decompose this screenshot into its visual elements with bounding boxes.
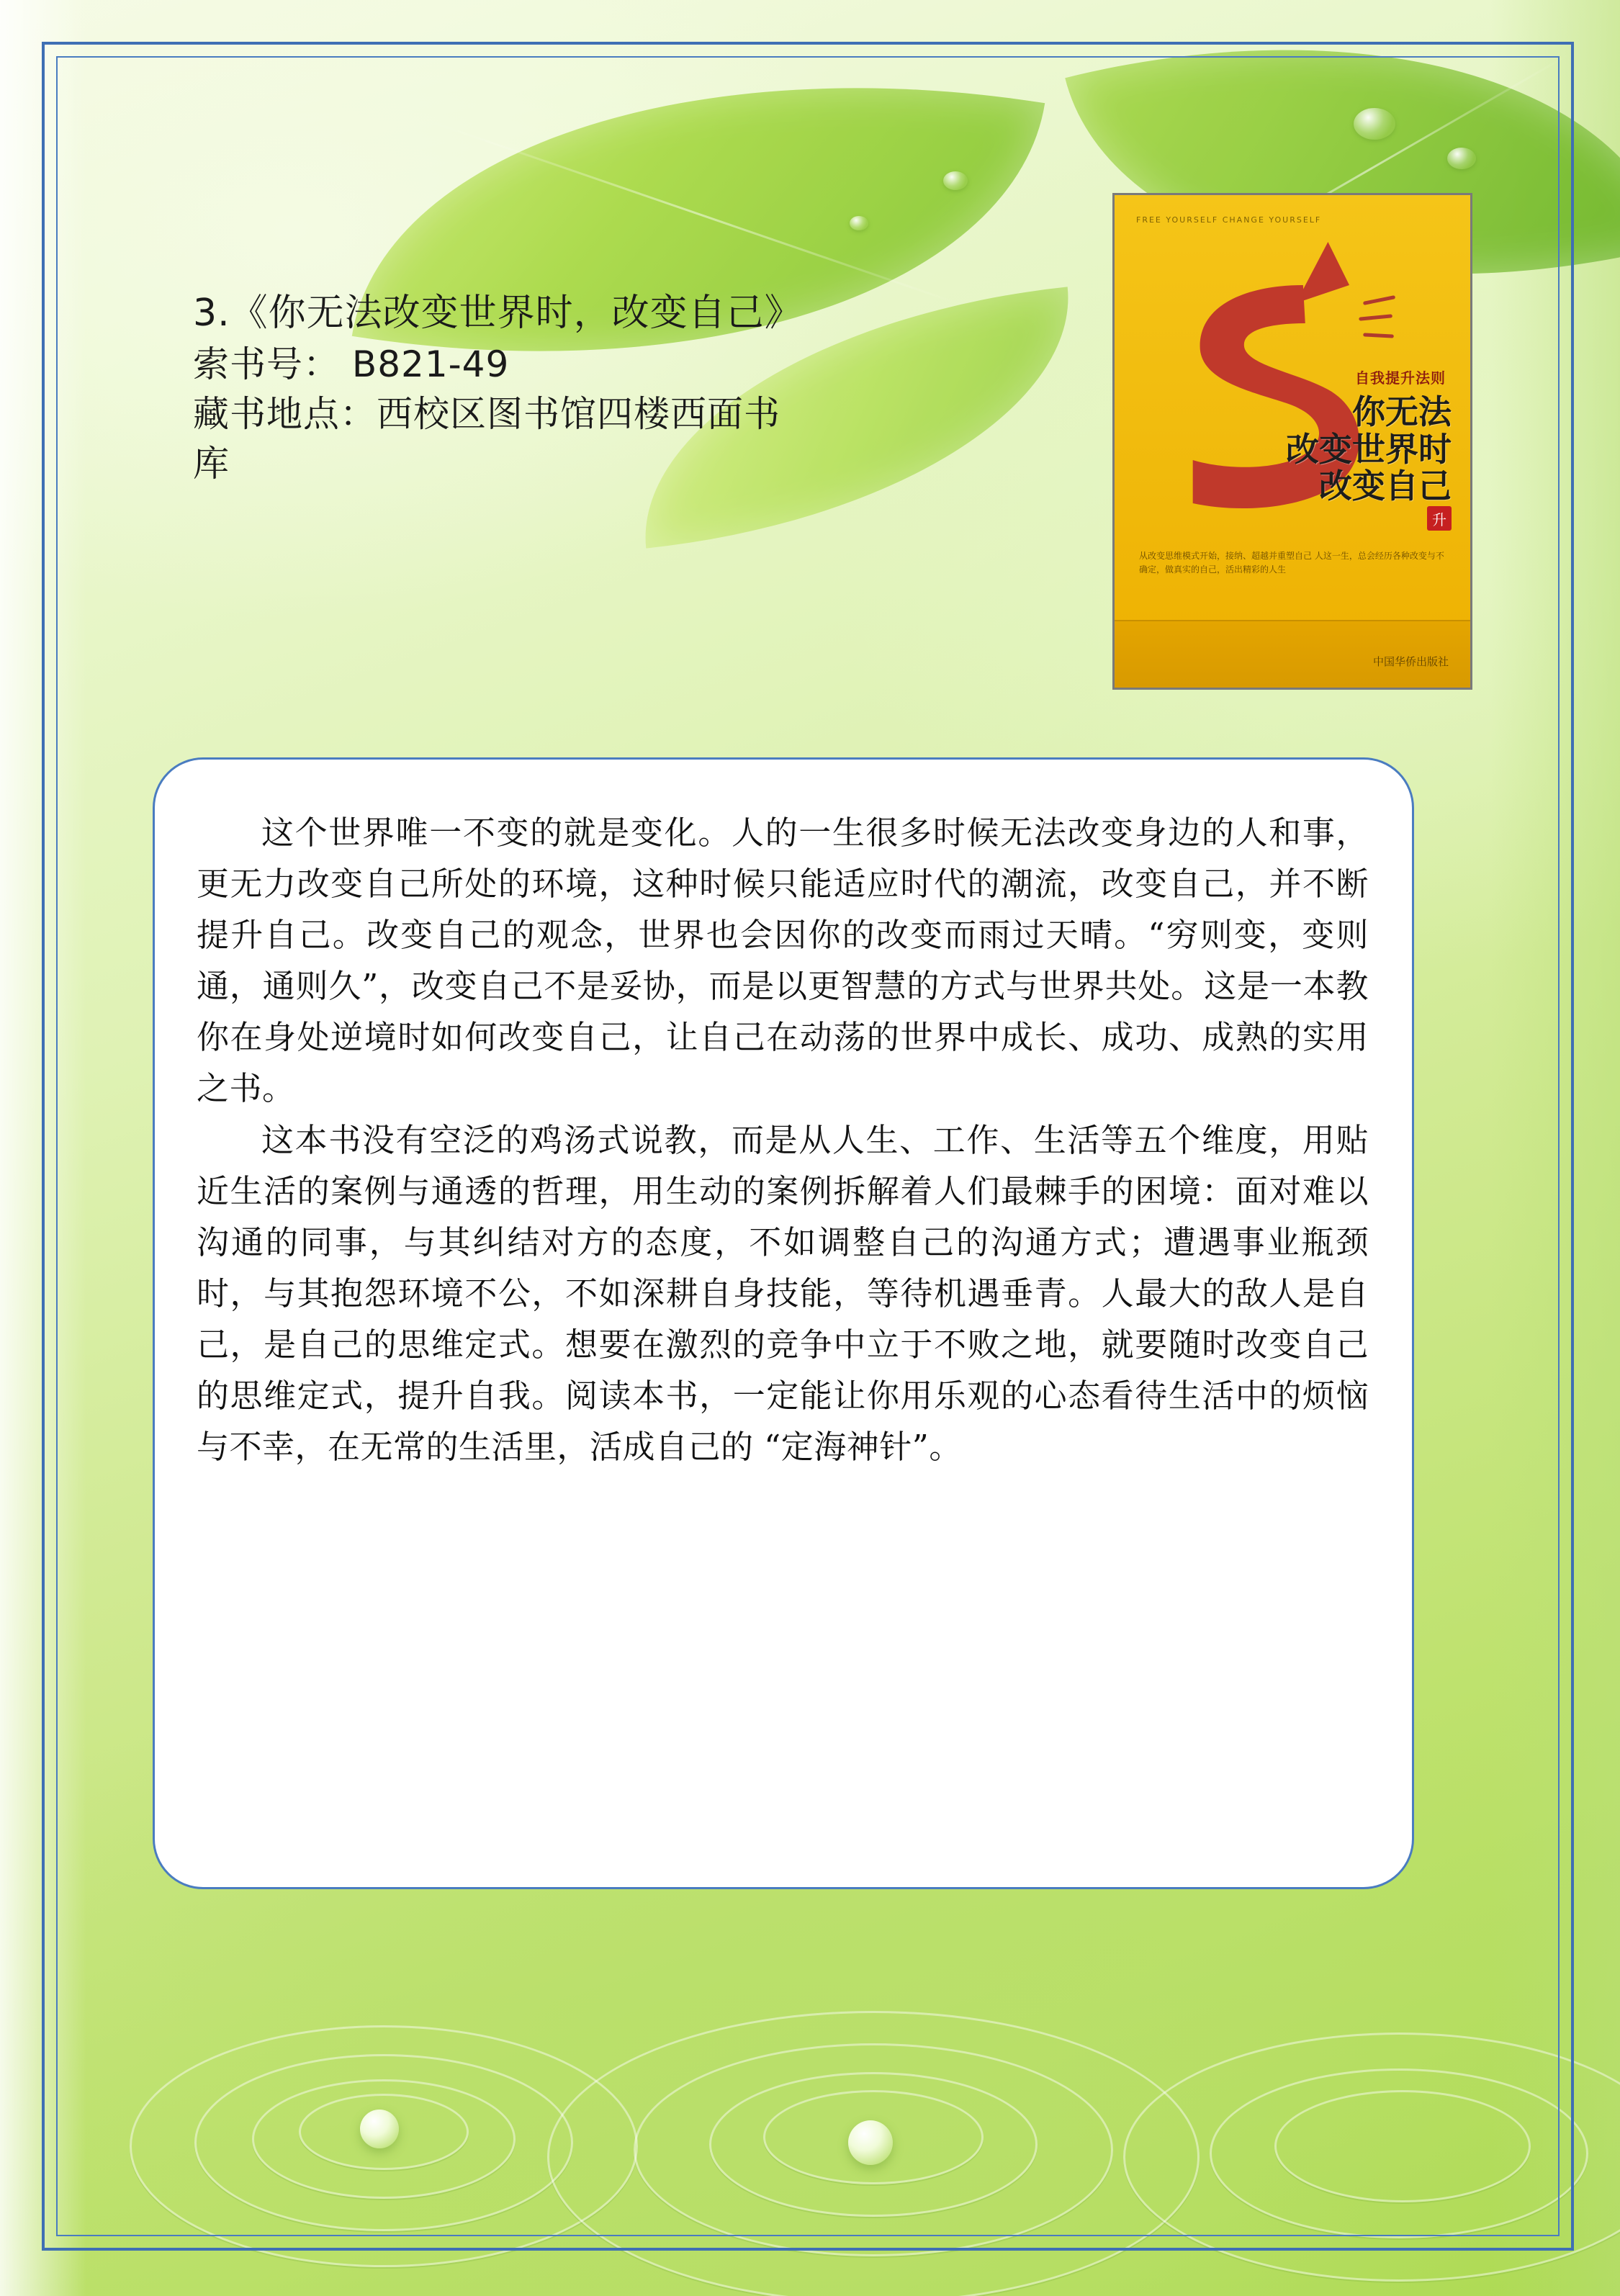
- book-description-text: [197, 807, 1369, 1472]
- book-description-panel: [153, 757, 1414, 1889]
- paragraph: 这个世界唯一不变的就是变化。人的一生很多时候无法改变身边的人和事，更无力改变自己所处的环境，这种时候只能适应时代的潮流，改变自己，并不断提升自己。改变自己的观念，世界也会因你的改变而雨过天晴。“穷则变，变则通，通则久”，改变自己不是妥协，而是以更智慧的方式与世界共处。这是一本教你在身处逆境时如何改变自己，让自己在动荡的世界中成长、成功、成熟的实用之书。: [197, 814, 1369, 1108]
- cover-blurb: 从改变思维模式开始，接纳、超越并重塑自己 人这一生，总会经历各种改变与不确定，做真实的自己，活出精彩的人生: [1139, 551, 1444, 575]
- book-cover-image: [1112, 193, 1472, 690]
- cover-title-line-1: 你无法: [1352, 392, 1452, 431]
- cover-title: [1286, 394, 1452, 505]
- cover-title-line-2: 改变世界时: [1286, 429, 1452, 469]
- cover-title-line-3: 改变自己: [1319, 467, 1452, 506]
- cover-publisher: 中国华侨出版社: [1372, 655, 1449, 668]
- cover-subtitle: 自我提升法则: [1355, 369, 1446, 387]
- location-line-2: 库: [193, 442, 230, 485]
- paragraph: 这本书没有空泛的鸡汤式说教，而是从人生、工作、生活等五个维度，用贴近生活的案例与通透的哲理，用生动的案例拆解着人们最棘手的困境：面对难以沟通的同事，与其纠结对方的态度，不如调整自己的沟通方式；遭遇事业瓶颈时，与其抱怨环境不公，不如深耕自身技能，等待机遇垂青。人最大的敌人是自己，是自己的思维定式。想要在激烈的竞争中立于不败之地，就要随时改变自己的思维定式，提升自我。阅读本书，一定能让你用乐观的心态看待生活中的烦恼与不幸，在无常的生活里，活成自己的 “定海神针”。: [197, 1120, 1369, 1467]
- location-line-1: 藏书地点：西校区图书馆四楼西面书: [193, 392, 780, 435]
- book-title: 3.《你无法改变世界时，改变自己》: [193, 292, 803, 335]
- book-heading: [193, 288, 985, 489]
- cover-badge: 升: [1427, 506, 1452, 531]
- call-number-line: 索书号： B821-49: [193, 343, 510, 385]
- cover-top-line: FREE YOURSELF CHANGE YOURSELF: [1136, 215, 1322, 225]
